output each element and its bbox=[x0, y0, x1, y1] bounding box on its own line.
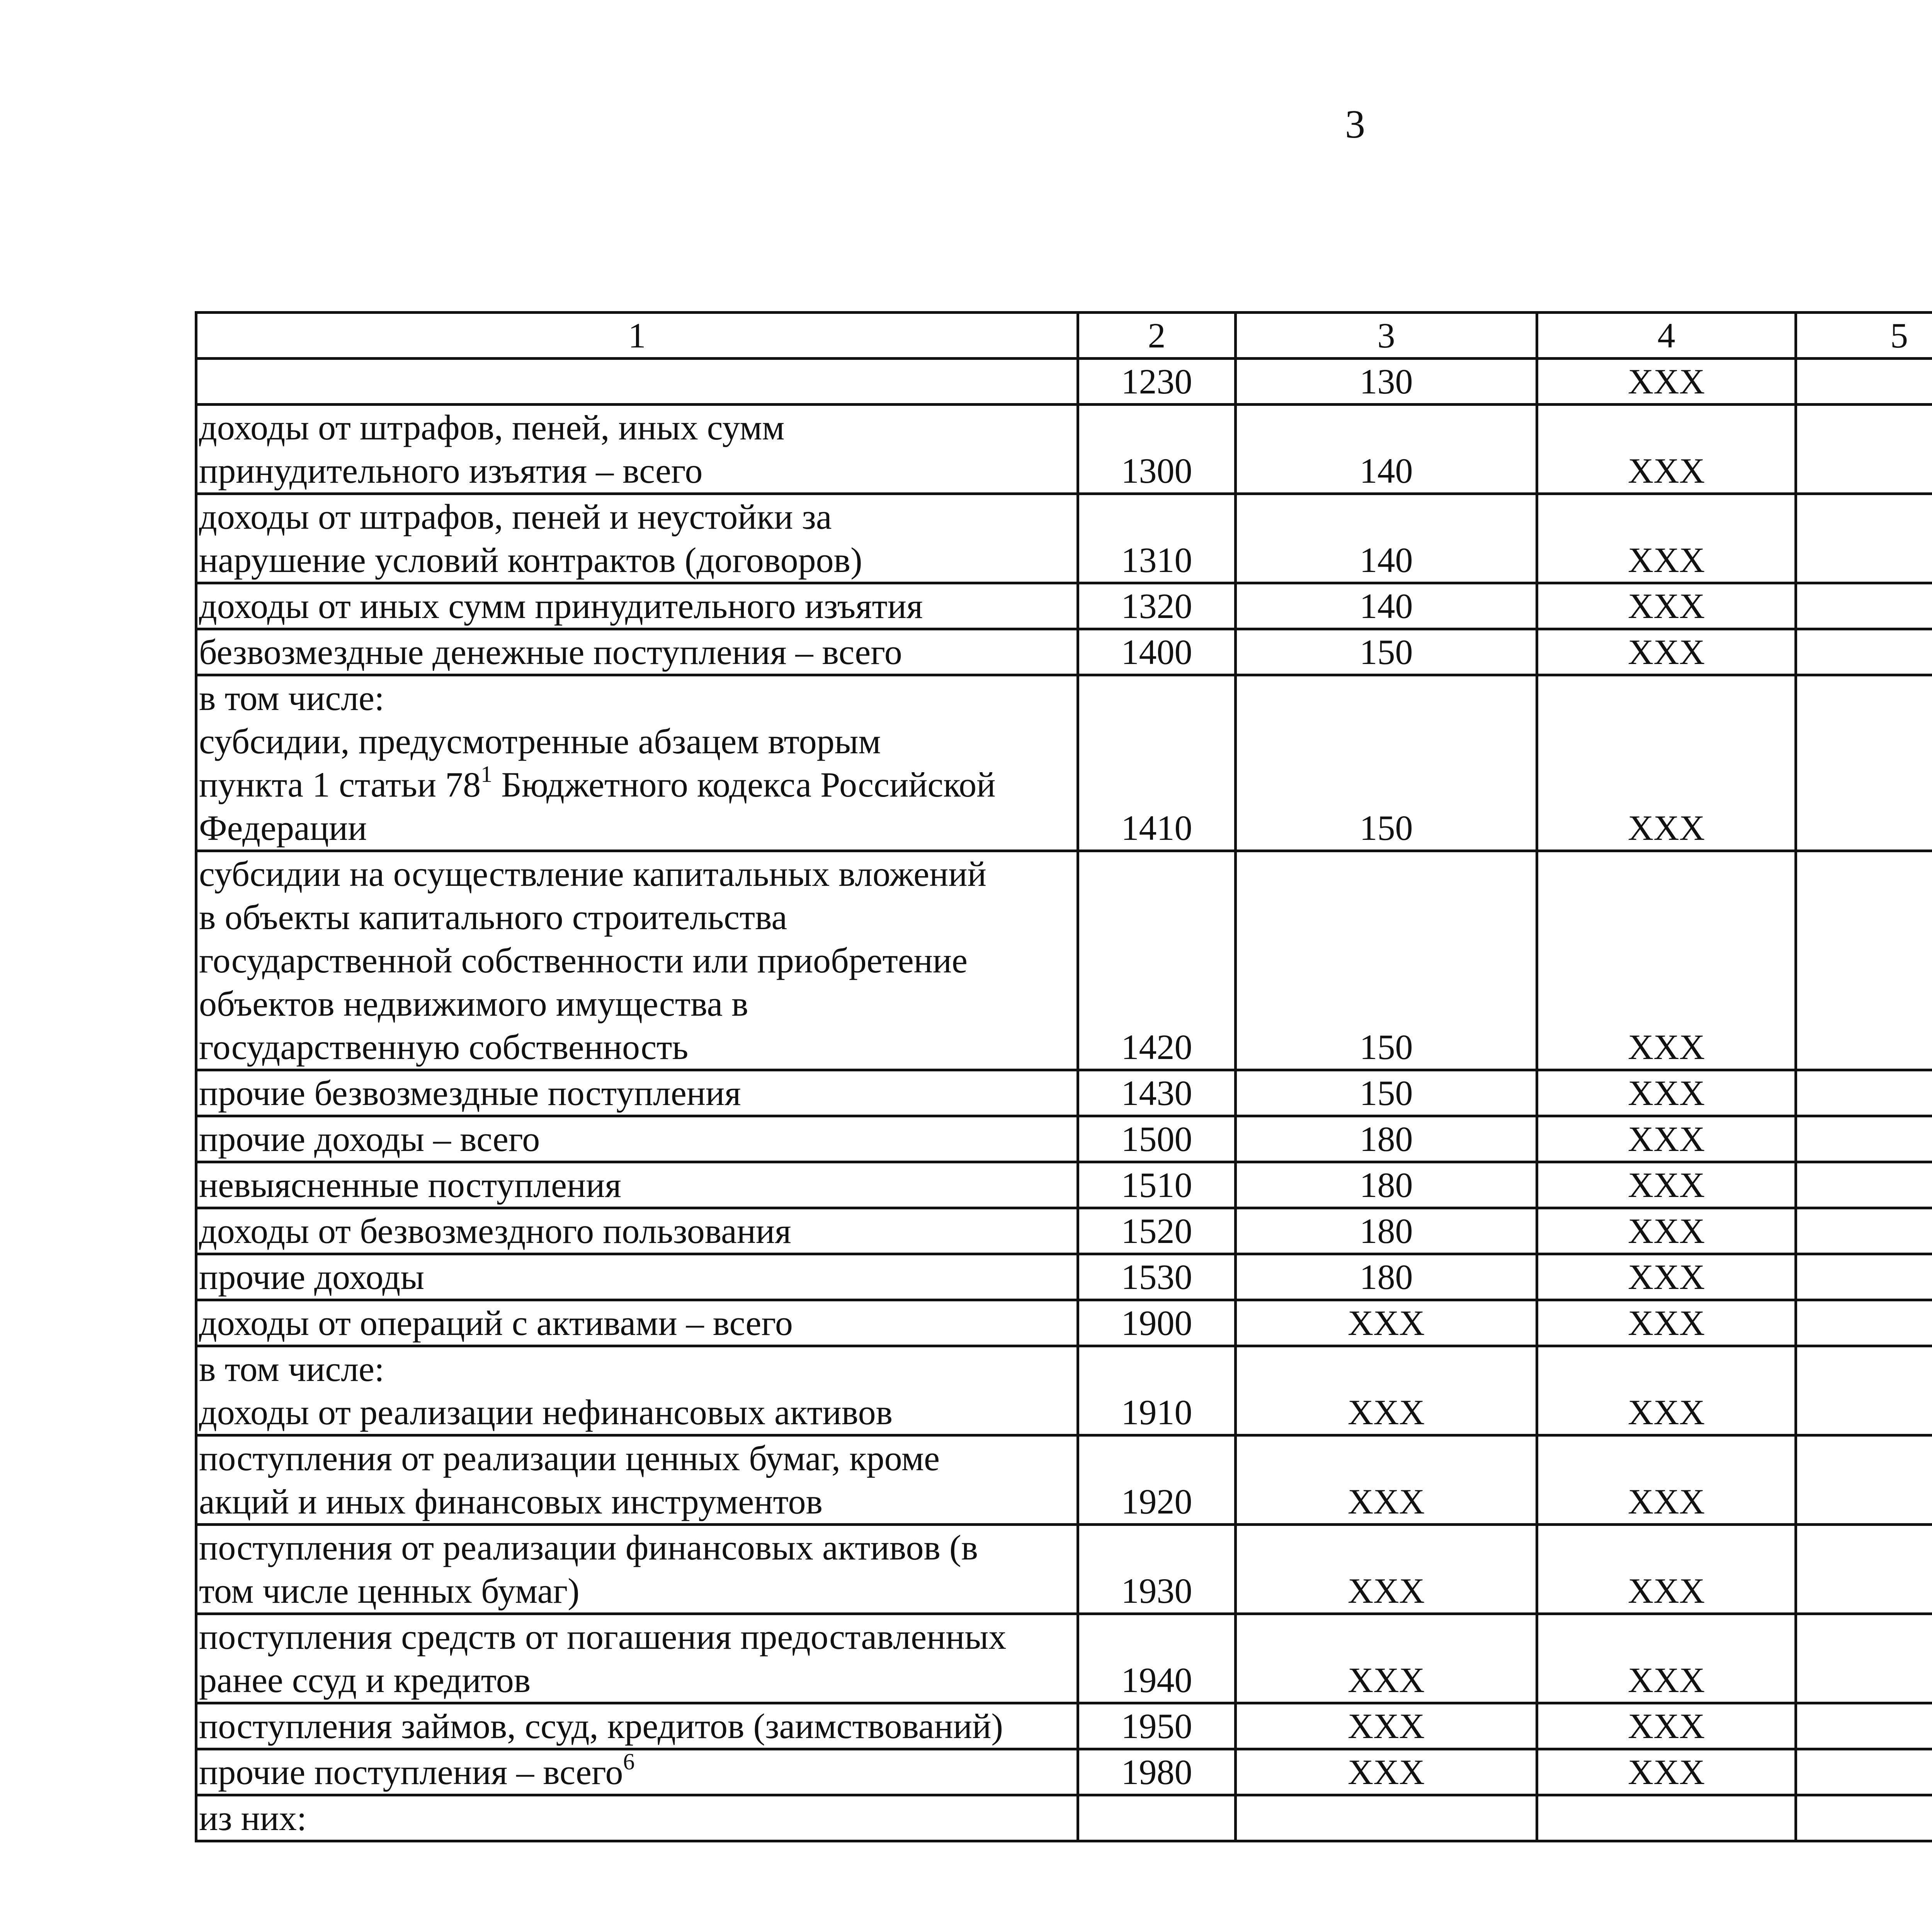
cell-c3: 150 bbox=[1236, 629, 1537, 675]
description-text: в том числе: bbox=[199, 678, 384, 718]
description-line bbox=[199, 1437, 1073, 1480]
empty-cell bbox=[1796, 1614, 1932, 1703]
description-line bbox=[199, 584, 1073, 628]
table-row bbox=[196, 405, 1932, 494]
row-description bbox=[196, 1208, 1078, 1254]
description-text: государственной собственности или приобретение bbox=[199, 941, 968, 980]
description-text: государственную собственность bbox=[199, 1027, 689, 1067]
row-description bbox=[196, 1070, 1078, 1116]
description-line bbox=[199, 449, 1073, 492]
empty-cell bbox=[1796, 583, 1932, 629]
description-line bbox=[199, 1117, 1073, 1161]
table-row bbox=[196, 1070, 1932, 1116]
description-line bbox=[199, 806, 1073, 850]
row-description bbox=[196, 1435, 1078, 1525]
cell-c2: 1930 bbox=[1078, 1525, 1236, 1614]
table-row bbox=[196, 629, 1932, 675]
cell-c3: 180 bbox=[1236, 1116, 1537, 1162]
empty-cell bbox=[1796, 1346, 1932, 1435]
cell-c2: 1410 bbox=[1078, 675, 1236, 851]
description-line bbox=[199, 1750, 1073, 1794]
table-row bbox=[196, 1254, 1932, 1300]
description-line bbox=[199, 1347, 1073, 1391]
row-description bbox=[196, 1795, 1078, 1841]
cell-c3: 180 bbox=[1236, 1254, 1537, 1300]
description-line bbox=[199, 1615, 1073, 1658]
cell-c4: XXX bbox=[1537, 629, 1796, 675]
cell-c3: 150 bbox=[1236, 675, 1537, 851]
empty-cell bbox=[1796, 1525, 1932, 1614]
table-row bbox=[196, 1208, 1932, 1254]
cell-c4: XXX bbox=[1537, 1162, 1796, 1208]
empty-cell bbox=[1796, 1208, 1932, 1254]
row-description bbox=[196, 1749, 1078, 1795]
cell-c3: 130 bbox=[1236, 359, 1537, 405]
description-line bbox=[199, 1526, 1073, 1569]
description-text: доходы от реализации нефинансовых активов bbox=[199, 1393, 893, 1432]
description-text: доходы от безвозмездного пользования bbox=[199, 1211, 791, 1251]
cell-c2: 1300 bbox=[1078, 405, 1236, 494]
description-line bbox=[199, 896, 1073, 939]
cell-c3: 150 bbox=[1236, 851, 1537, 1070]
table-row bbox=[196, 1346, 1932, 1435]
cell-c4: XXX bbox=[1537, 1346, 1796, 1435]
cell-c4: XXX bbox=[1537, 1300, 1796, 1346]
description-text: ранее ссуд и кредитов bbox=[199, 1660, 531, 1700]
description-text: Федерации bbox=[199, 808, 367, 848]
description-text: прочие безвозмездные поступления bbox=[199, 1073, 741, 1113]
row-description bbox=[196, 494, 1078, 583]
description-text: пункта 1 статьи 78 bbox=[199, 765, 481, 804]
row-description bbox=[196, 1162, 1078, 1208]
description-text: прочие поступления – всего bbox=[199, 1752, 623, 1792]
empty-cell bbox=[1796, 1435, 1932, 1525]
table-row bbox=[196, 851, 1932, 1070]
description-line bbox=[199, 495, 1073, 538]
cell-c3: XXX bbox=[1236, 1749, 1537, 1795]
cell-c4: XXX bbox=[1537, 359, 1796, 405]
table-row bbox=[196, 1525, 1932, 1614]
description-line bbox=[199, 406, 1073, 449]
description-text: в том числе: bbox=[199, 1349, 384, 1389]
cell-c4: XXX bbox=[1537, 1435, 1796, 1525]
table-row bbox=[196, 1703, 1932, 1749]
cell-c3: XXX bbox=[1236, 1614, 1537, 1703]
description-text: доходы от иных сумм принудительного изъятия bbox=[199, 586, 923, 626]
description-line bbox=[199, 1658, 1073, 1702]
row-description bbox=[196, 629, 1078, 675]
column-header: 5 bbox=[1796, 313, 1932, 359]
cell-c2: 1230 bbox=[1078, 359, 1236, 405]
table-header-row bbox=[196, 313, 1932, 359]
description-line bbox=[199, 1704, 1073, 1748]
row-description bbox=[196, 851, 1078, 1070]
description-text: акций и иных финансовых инструментов bbox=[199, 1482, 823, 1521]
empty-cell bbox=[1796, 1749, 1932, 1795]
empty-cell bbox=[1796, 851, 1932, 1070]
cell-c4: XXX bbox=[1537, 1525, 1796, 1614]
description-line bbox=[199, 1391, 1073, 1434]
description-line bbox=[199, 1163, 1073, 1207]
cell-c3: XXX bbox=[1236, 1435, 1537, 1525]
cell-c2: 1940 bbox=[1078, 1614, 1236, 1703]
footnote-mark: 6 bbox=[623, 1749, 635, 1774]
row-description bbox=[196, 359, 1078, 405]
cell-c2: 1910 bbox=[1078, 1346, 1236, 1435]
empty-cell bbox=[1796, 675, 1932, 851]
description-line bbox=[199, 538, 1073, 582]
row-description bbox=[196, 1525, 1078, 1614]
table-row bbox=[196, 583, 1932, 629]
cell-c3: XXX bbox=[1236, 1525, 1537, 1614]
description-text: невыясненные поступления bbox=[199, 1165, 621, 1205]
description-text: прочие доходы bbox=[199, 1257, 425, 1297]
cell-c2: 1900 bbox=[1078, 1300, 1236, 1346]
cell-c4 bbox=[1537, 1795, 1796, 1841]
row-description bbox=[196, 1300, 1078, 1346]
cell-c4: XXX bbox=[1537, 1070, 1796, 1116]
cell-c2: 1420 bbox=[1078, 851, 1236, 1070]
cell-c2: 1310 bbox=[1078, 494, 1236, 583]
cell-c4: XXX bbox=[1537, 1614, 1796, 1703]
column-header: 1 bbox=[196, 313, 1078, 359]
row-description bbox=[196, 405, 1078, 494]
empty-cell bbox=[1796, 1070, 1932, 1116]
empty-cell bbox=[1796, 1795, 1932, 1841]
table-row bbox=[196, 1614, 1932, 1703]
description-text: том числе ценных бумаг) bbox=[199, 1571, 580, 1611]
description-text: субсидии, предусмотренные абзацем вторым bbox=[199, 722, 881, 761]
description-line bbox=[199, 1569, 1073, 1612]
description-line bbox=[199, 982, 1073, 1025]
income-table bbox=[195, 311, 1932, 1842]
column-header: 3 bbox=[1236, 313, 1537, 359]
cell-c3: 140 bbox=[1236, 494, 1537, 583]
description-line bbox=[199, 720, 1073, 763]
description-text: доходы от операций с активами – всего bbox=[199, 1303, 793, 1343]
cell-c2: 1320 bbox=[1078, 583, 1236, 629]
cell-c4: XXX bbox=[1537, 675, 1796, 851]
description-line bbox=[199, 1209, 1073, 1253]
table-row bbox=[196, 1435, 1932, 1525]
description-line bbox=[199, 852, 1073, 896]
description-line bbox=[199, 1480, 1073, 1523]
cell-c3: XXX bbox=[1236, 1346, 1537, 1435]
empty-cell bbox=[1796, 1116, 1932, 1162]
row-description bbox=[196, 1254, 1078, 1300]
row-description bbox=[196, 1116, 1078, 1162]
description-line bbox=[199, 676, 1073, 720]
description-line bbox=[199, 1071, 1073, 1115]
cell-c3: XXX bbox=[1236, 1703, 1537, 1749]
description-text: доходы от штрафов, пеней, иных сумм bbox=[199, 408, 785, 447]
description-text: прочие доходы – всего bbox=[199, 1119, 540, 1159]
description-text: безвозмездные денежные поступления – всего bbox=[199, 632, 902, 672]
description-text: нарушение условий контрактов (договоров) bbox=[199, 540, 862, 580]
description-text: поступления от реализации ценных бумаг, кроме bbox=[199, 1439, 940, 1478]
table-row bbox=[196, 1749, 1932, 1795]
cell-c2: 1530 bbox=[1078, 1254, 1236, 1300]
description-line bbox=[199, 1796, 1073, 1840]
cell-c2: 1500 bbox=[1078, 1116, 1236, 1162]
description-text: принудительного изъятия – всего bbox=[199, 451, 703, 490]
empty-cell bbox=[1796, 494, 1932, 583]
description-text: из них: bbox=[199, 1798, 307, 1838]
table-row bbox=[196, 675, 1932, 851]
description-text: объектов недвижимого имущества в bbox=[199, 984, 748, 1023]
description-text: доходы от штрафов, пеней и неустойки за bbox=[199, 497, 832, 536]
cell-c4: XXX bbox=[1537, 1116, 1796, 1162]
table-row bbox=[196, 1116, 1932, 1162]
empty-cell bbox=[1796, 629, 1932, 675]
description-text: субсидии на осуществление капитальных вложений bbox=[199, 854, 986, 894]
cell-c4: XXX bbox=[1537, 1749, 1796, 1795]
cell-c3: 140 bbox=[1236, 583, 1537, 629]
column-header: 2 bbox=[1078, 313, 1236, 359]
cell-c2: 1520 bbox=[1078, 1208, 1236, 1254]
cell-c3: XXX bbox=[1236, 1300, 1537, 1346]
row-description bbox=[196, 1346, 1078, 1435]
cell-c3: 180 bbox=[1236, 1208, 1537, 1254]
cell-c2: 1510 bbox=[1078, 1162, 1236, 1208]
cell-c2: 1920 bbox=[1078, 1435, 1236, 1525]
description-text: в объекты капитального строительства bbox=[199, 897, 787, 937]
cell-c2: 1950 bbox=[1078, 1703, 1236, 1749]
description-text: поступления от реализации финансовых активов (в bbox=[199, 1528, 978, 1567]
table-row bbox=[196, 1162, 1932, 1208]
cell-c4: XXX bbox=[1537, 494, 1796, 583]
table-row bbox=[196, 494, 1932, 583]
cell-c3: 180 bbox=[1236, 1162, 1537, 1208]
empty-cell bbox=[1796, 359, 1932, 405]
empty-cell bbox=[1796, 1703, 1932, 1749]
cell-c2: 1430 bbox=[1078, 1070, 1236, 1116]
cell-c2: 1400 bbox=[1078, 629, 1236, 675]
empty-cell bbox=[1796, 1254, 1932, 1300]
description-line bbox=[199, 1025, 1073, 1069]
description-line bbox=[199, 939, 1073, 982]
empty-cell bbox=[1796, 405, 1932, 494]
cell-c4: XXX bbox=[1537, 1703, 1796, 1749]
cell-c2 bbox=[1078, 1795, 1236, 1841]
table-row bbox=[196, 1300, 1932, 1346]
superscript: 1 bbox=[481, 761, 493, 787]
cell-c3: 140 bbox=[1236, 405, 1537, 494]
row-description bbox=[196, 1703, 1078, 1749]
description-line bbox=[199, 1255, 1073, 1299]
cell-c4: XXX bbox=[1537, 851, 1796, 1070]
description-line bbox=[199, 763, 1073, 806]
column-header: 4 bbox=[1537, 313, 1796, 359]
description-line bbox=[199, 630, 1073, 674]
row-description bbox=[196, 675, 1078, 851]
table-row bbox=[196, 359, 1932, 405]
description-text: поступления средств от погашения предоставленных bbox=[199, 1617, 1007, 1657]
cell-c2: 1980 bbox=[1078, 1749, 1236, 1795]
table-row bbox=[196, 1795, 1932, 1841]
row-description bbox=[196, 583, 1078, 629]
row-description bbox=[196, 1614, 1078, 1703]
empty-cell bbox=[1796, 1162, 1932, 1208]
cell-c4: XXX bbox=[1537, 1254, 1796, 1300]
cell-c3: 150 bbox=[1236, 1070, 1537, 1116]
description-line bbox=[199, 1301, 1073, 1345]
description-text: Бюджетного кодекса Российской bbox=[492, 765, 996, 804]
cell-c4: XXX bbox=[1537, 1208, 1796, 1254]
description-text: поступления займов, ссуд, кредитов (заимствований) bbox=[199, 1706, 1003, 1746]
cell-c3 bbox=[1236, 1795, 1537, 1841]
page-number: 3 bbox=[1345, 102, 1365, 146]
empty-cell bbox=[1796, 1300, 1932, 1346]
cell-c4: XXX bbox=[1537, 583, 1796, 629]
cell-c4: XXX bbox=[1537, 405, 1796, 494]
